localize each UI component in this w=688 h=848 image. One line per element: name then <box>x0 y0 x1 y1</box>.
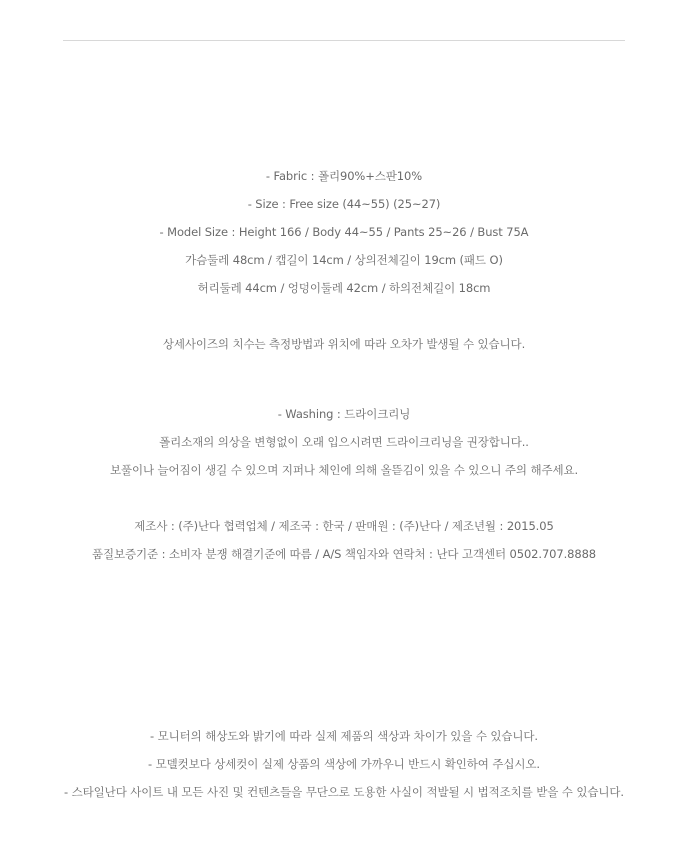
quality-guarantee-text: 품질보증기준 : 소비자 분쟁 해결기준에 따름 / A/S 책임자와 연락처 : 난다 고객센터 0502.707.8888 <box>91 547 597 561</box>
washing-title: - Washing : 드라이크리닝 <box>277 407 411 421</box>
top-divider <box>63 40 625 41</box>
notice-item: - 스타일난다 사이트 내 모든 사진 및 컨텐츠들을 무단으로 도용한 사실이 적발될 시 법적조치를 받을 수 있습니다. <box>64 785 624 799</box>
fabric-text: - Fabric : 폴리90%+스판10% <box>265 169 423 183</box>
measure-note-text: 상세사이즈의 치수는 측정방법과 위치에 따라 오차가 발생될 수 있습니다. <box>162 337 526 351</box>
top-measure-text: 가슴둘레 48cm / 캡길이 14cm / 상의전체길이 19cm (패드 O) <box>185 253 503 267</box>
notice-item: - 모델컷보다 상세컷이 실제 상품의 색상에 가까우니 반드시 확인하여 주십시오. <box>148 757 540 771</box>
washing-line-1: 폴리소재의 의상을 변형없이 오래 입으시려면 드라이크리닝을 권장합니다.. <box>159 435 529 449</box>
washing-line-2: 보풀이나 늘어짐이 생길 수 있으며 지퍼나 체인에 의해 올뜯김이 있을 수 있으니 주의 해주세요. <box>109 463 579 477</box>
manufacturer-text: 제조사 : (주)난다 협력업체 / 제조국 : 한국 / 판매원 : (주)난다 / 제조년월 : 2015.05 <box>134 519 554 533</box>
bottom-measure-text: 허리둘레 44cm / 엉덩이둘레 42cm / 하의전체길이 18cm <box>197 281 491 295</box>
notice-item: - 모니터의 해상도와 밝기에 따라 실제 제품의 색상과 차이가 있을 수 있습니다. <box>150 729 538 743</box>
model-size-text: - Model Size : Height 166 / Body 44~55 / Pants 25~26 / Bust 75A <box>159 225 529 239</box>
size-text: - Size : Free size (44~55) (25~27) <box>247 197 441 211</box>
